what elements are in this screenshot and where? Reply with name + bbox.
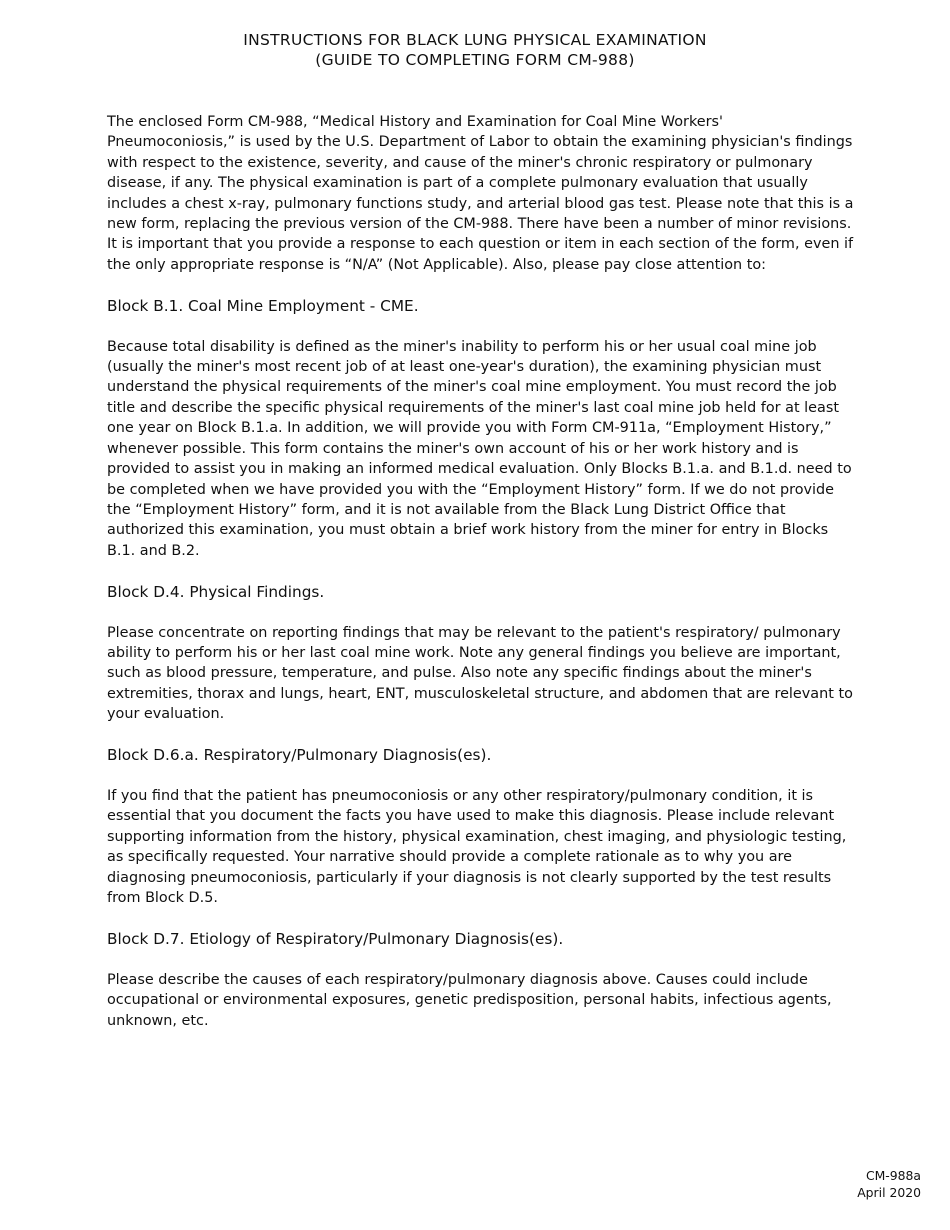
section-body-etiology: Please describe the causes of each respiratory/pulmonary diagnosis above. Causes could include occupational or environmental exposures, genetic predisposition, personal habits, infectious agents, unknown, etc. <box>107 971 832 1029</box>
section-heading-physical-findings: Block D.4. Physical Findings. <box>107 582 325 601</box>
section-heading-diagnosis: Block D.6.a. Respiratory/Pulmonary Diagnosis(es). <box>107 746 492 765</box>
section-body-physical-findings: Please concentrate on reporting findings that may be relevant to the patient's respiratory/ pulmonary ability to perform his or her last coal mine work. Note any general findings you believe are important, such as blood pressure, temperature, and pulse. Also note any specific findings about the miner's extremities, thorax and lungs, heart, ENT, musculoskeletal structure, and abdomen that are relevant to your evaluation. <box>107 624 853 723</box>
form-number: CM-988a <box>865 1168 921 1183</box>
title-line-1: INSTRUCTIONS FOR BLACK LUNG PHYSICAL EXAMINATION <box>243 31 707 49</box>
section-body-diagnosis: If you find that the patient has pneumoconiosis or any other respiratory/pulmonary condition, it is essential that you document the facts you have used to make this diagnosis. Please include relevant supporting information from the history, physical examination, chest imaging, and physiologic testing, as specifically requested. Your narrative should provide a complete rationale as to why you are diagnosing pneumoconiosis, particularly if your diagnosis is not clearly supported by the test results from Block D.5. <box>107 787 847 906</box>
page-footer <box>857 1168 921 1201</box>
section-body-cme: Because total disability is defined as the miner's inability to perform his or her usual coal mine job (usually the miner's most recent job of at least one-year's duration), the examining physician must understand the physical requirements of the miner's coal mine employment. You must record the job title and describe the specific physical requirements of the miner's last coal mine job held for at least one year on Block B.1.a. In addition, we will provide you with Form CM-911a, “Employment History,” whenever possible. This form contains the miner's own account of his or her work history and is provided to assist you in making an informed medical evaluation. Only Blocks B.1.a. and B.1.d. need to be completed when we have provided you with the “Employment History” form. If we do not provide the “Employment History” form, and it is not available from the Black Lung District Office that authorized this examination, you must obtain a brief work history from the miner for entry in Blocks B.1. and B.2. <box>107 338 852 559</box>
document-title <box>0 30 950 70</box>
document-body <box>107 112 855 1052</box>
section-heading-cme: Block B.1. Coal Mine Employment - CME. <box>107 296 419 315</box>
revision-date: April 2020 <box>857 1184 921 1200</box>
title-line-2: (GUIDE TO COMPLETING FORM CM-988) <box>315 51 635 69</box>
section-heading-etiology: Block D.7. Etiology of Respiratory/Pulmonary Diagnosis(es). <box>107 929 564 948</box>
intro-paragraph: The enclosed Form CM-988, “Medical History and Examination for Coal Mine Workers' Pneumoconiosis,” is used by the U.S. Department of Labor to obtain the examining physician's findings with respect to the existence, severity, and cause of the miner's chronic respiratory or pulmonary disease, if any. The physical examination is part of a complete pulmonary evaluation that usually includes a chest x-ray, pulmonary functions study, and arterial blood gas test. Please note that this is a new form, replacing the previous version of the CM-988. There have been a number of minor revisions. It is important that you provide a response to each question or item in each section of the form, even if the only appropriate response is “N/A” (Not Applicable). Also, please pay close attention to: <box>107 114 854 273</box>
